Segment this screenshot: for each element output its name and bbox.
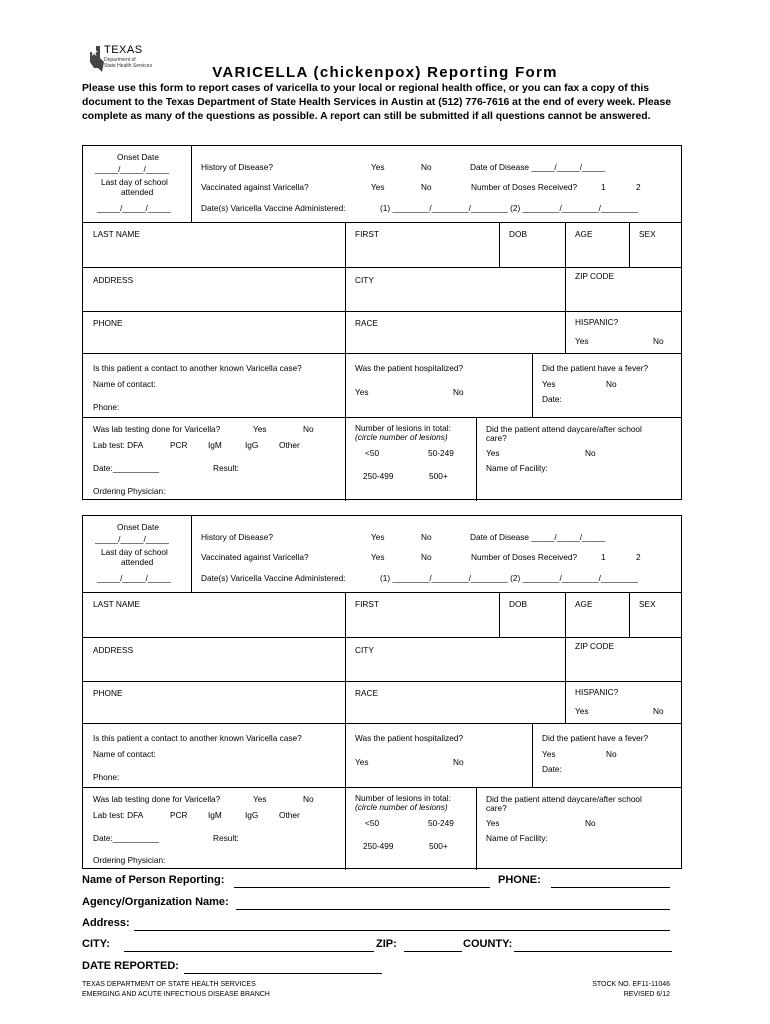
- hospitalized-yes[interactable]: Yes: [355, 757, 369, 767]
- daycare-label-cont: care?: [486, 433, 507, 443]
- last-day-school-label: Last day of school: [101, 177, 168, 187]
- date-of-disease[interactable]: Date of Disease _____/_____/_____: [470, 162, 606, 172]
- lab-igg[interactable]: IgG: [245, 440, 259, 450]
- onset-date-label: Onset Date: [117, 522, 159, 532]
- branch-name: EMERGING AND ACUTE INFECTIOUS DISEASE BRANCH: [82, 991, 270, 998]
- lab-pcr[interactable]: PCR: [170, 440, 188, 450]
- hospitalized-no[interactable]: No: [453, 757, 464, 767]
- age-label: AGE: [575, 599, 593, 609]
- daycare-yes[interactable]: Yes: [486, 818, 500, 828]
- logo-subtitle: Department of State Health Services: [104, 57, 153, 69]
- phone-label: PHONE: [93, 688, 123, 698]
- lesions-label: Number of lesions in total:: [355, 423, 451, 433]
- intro-text: Please use this form to report cases of varicella to your local or regional health office, or you can fax a copy of this document to the Texas Department of State Health Services in Austin at (512) 776-7616 at the end of every week. Please complete as many of the questions as possible. A report can still be submitted if all questions cannot be answered.: [82, 83, 672, 122]
- onset-date-field[interactable]: _____/_____/_____: [95, 164, 169, 174]
- dept-name: TEXAS DEPARTMENT OF STATE HEALTH SERVICES: [82, 981, 256, 988]
- lab-igm[interactable]: IgM: [208, 810, 222, 820]
- lab-other[interactable]: Other: [279, 440, 300, 450]
- lab-question: Was lab testing done for Varicella?: [93, 424, 221, 434]
- hispanic-label: HISPANIC?: [575, 687, 619, 697]
- zip-label: ZIP CODE: [575, 271, 615, 281]
- agency-line[interactable]: [236, 909, 670, 910]
- lab-yes[interactable]: Yes: [253, 424, 267, 434]
- fever-label: Did the patient have a fever?: [542, 363, 649, 373]
- daycare-no[interactable]: No: [585, 818, 596, 828]
- name-of-contact[interactable]: Name of contact:: [93, 749, 156, 759]
- city-label: CITY: [355, 645, 374, 655]
- vaccinated-yes[interactable]: Yes: [371, 182, 385, 192]
- lesions-label: Number of lesions in total:: [355, 793, 451, 803]
- zip-label: ZIP CODE: [575, 641, 615, 651]
- age-label: AGE: [575, 229, 593, 239]
- lab-other[interactable]: Other: [279, 810, 300, 820]
- zip-footer-line[interactable]: [404, 951, 462, 952]
- zip-footer-label: ZIP:: [376, 938, 397, 950]
- attended-label: attended: [121, 187, 154, 197]
- sex-label: SEX: [639, 229, 656, 239]
- contact-question: Is this patient a contact to another known Varicella case?: [93, 363, 302, 373]
- lesions-note: (circle number of lesions): [355, 802, 448, 812]
- name-of-contact[interactable]: Name of contact:: [93, 379, 156, 389]
- address-footer-line[interactable]: [134, 930, 670, 931]
- first-name-label: FIRST: [355, 599, 379, 609]
- last-name-label: LAST NAME: [93, 229, 140, 239]
- city-footer-label: CITY:: [82, 938, 110, 950]
- last-day-field[interactable]: _____/_____/_____: [97, 203, 171, 213]
- hispanic-yes[interactable]: Yes: [575, 706, 589, 716]
- hispanic-label: HISPANIC?: [575, 317, 619, 327]
- fever-date[interactable]: Date:: [542, 394, 562, 404]
- facility-name[interactable]: Name of Facility:: [486, 463, 548, 473]
- city-footer-line[interactable]: [124, 951, 374, 952]
- lab-result[interactable]: Result:: [213, 463, 239, 473]
- hospitalized-yes[interactable]: Yes: [355, 387, 369, 397]
- reporter-phone-label: PHONE:: [498, 874, 541, 886]
- onset-date-field[interactable]: _____/_____/_____: [95, 534, 169, 544]
- dates-admin-label: Date(s) Varicella Vaccine Administered:: [201, 203, 346, 213]
- vaccinated-label: Vaccinated against Varicella?: [201, 552, 309, 562]
- daycare-yes[interactable]: Yes: [486, 448, 500, 458]
- date-of-disease[interactable]: Date of Disease _____/_____/_____: [470, 532, 606, 542]
- lab-date[interactable]: Date:__________: [93, 463, 159, 473]
- vaccinated-no[interactable]: No: [421, 182, 432, 192]
- dose-2[interactable]: 2: [636, 182, 641, 192]
- date-reported-line[interactable]: [184, 973, 382, 974]
- num-doses-label: Number of Doses Received?: [471, 552, 578, 562]
- hospitalized-no[interactable]: No: [453, 387, 464, 397]
- case-report-block: [82, 515, 682, 869]
- history-yes[interactable]: Yes: [371, 162, 385, 172]
- lesions-500plus[interactable]: 500+: [429, 841, 448, 851]
- dose-1[interactable]: 1: [601, 182, 606, 192]
- fever-no[interactable]: No: [606, 749, 617, 759]
- lesions-50-249[interactable]: 50-249: [428, 448, 454, 458]
- first-name-label: FIRST: [355, 229, 379, 239]
- fever-date[interactable]: Date:: [542, 764, 562, 774]
- dob-label: DOB: [509, 599, 527, 609]
- fever-yes[interactable]: Yes: [542, 379, 556, 389]
- agency-label: Agency/Organization Name:: [82, 896, 229, 908]
- race-label: RACE: [355, 688, 379, 698]
- fever-label: Did the patient have a fever?: [542, 733, 649, 743]
- lab-igm[interactable]: IgM: [208, 440, 222, 450]
- lab-test-dfa[interactable]: Lab test: DFA: [93, 810, 144, 820]
- hispanic-yes[interactable]: Yes: [575, 336, 589, 346]
- last-day-school-label: Last day of school: [101, 547, 168, 557]
- daycare-label-cont: care?: [486, 803, 507, 813]
- person-reporting-line[interactable]: [234, 887, 490, 888]
- facility-name[interactable]: Name of Facility:: [486, 833, 548, 843]
- fever-yes[interactable]: Yes: [542, 749, 556, 759]
- lab-pcr[interactable]: PCR: [170, 810, 188, 820]
- lesions-50-249[interactable]: 50-249: [428, 818, 454, 828]
- history-no[interactable]: No: [421, 532, 432, 542]
- lesions-250-499[interactable]: 250-499: [363, 471, 394, 481]
- phone-label: PHONE: [93, 318, 123, 328]
- num-doses-label: Number of Doses Received?: [471, 182, 578, 192]
- person-reporting-label: Name of Person Reporting:: [82, 874, 225, 886]
- case-report-block: [82, 145, 682, 500]
- hispanic-no[interactable]: No: [653, 336, 664, 346]
- lab-question: Was lab testing done for Varicella?: [93, 794, 221, 804]
- history-label: History of Disease?: [201, 162, 273, 172]
- lab-no[interactable]: No: [303, 424, 314, 434]
- address-label: ADDRESS: [93, 275, 134, 285]
- county-label: COUNTY:: [463, 938, 513, 950]
- history-yes[interactable]: Yes: [371, 532, 385, 542]
- contact-phone[interactable]: Phone:: [93, 402, 120, 412]
- lesions-note: (circle number of lesions): [355, 432, 448, 442]
- stock-number: STOCK NO. EF11-11046: [592, 981, 670, 988]
- lesions-lt50[interactable]: <50: [365, 818, 380, 828]
- history-no[interactable]: No: [421, 162, 432, 172]
- dates-admin-label: Date(s) Varicella Vaccine Administered:: [201, 573, 346, 583]
- lab-no[interactable]: No: [303, 794, 314, 804]
- dose-1[interactable]: 1: [601, 552, 606, 562]
- contact-question: Is this patient a contact to another known Varicella case?: [93, 733, 302, 743]
- lesions-250-499[interactable]: 250-499: [363, 841, 394, 851]
- dates-admin-fields[interactable]: (1) ________/________/________ (2) ________/________/________: [380, 203, 638, 213]
- vaccinated-no[interactable]: No: [421, 552, 432, 562]
- reporter-phone-line[interactable]: [551, 887, 670, 888]
- lab-result[interactable]: Result:: [213, 833, 239, 843]
- lab-date[interactable]: Date:__________: [93, 833, 159, 843]
- lesions-lt50[interactable]: <50: [365, 448, 380, 458]
- lab-test-dfa[interactable]: Lab test: DFA: [93, 440, 144, 450]
- revision-date: REVISED 6/12: [623, 991, 670, 998]
- contact-phone[interactable]: Phone:: [93, 772, 120, 782]
- race-label: RACE: [355, 318, 379, 328]
- hispanic-no[interactable]: No: [653, 706, 664, 716]
- lesions-500plus[interactable]: 500+: [429, 471, 448, 481]
- ordering-physician[interactable]: Ordering Physician:: [93, 855, 166, 865]
- sex-label: SEX: [639, 599, 656, 609]
- city-label: CITY: [355, 275, 374, 285]
- logo-title: TEXAS: [104, 44, 143, 56]
- fever-no[interactable]: No: [606, 379, 617, 389]
- last-day-field[interactable]: _____/_____/_____: [97, 573, 171, 583]
- dose-2[interactable]: 2: [636, 552, 641, 562]
- vaccinated-yes[interactable]: Yes: [371, 552, 385, 562]
- address-label: ADDRESS: [93, 645, 134, 655]
- hospitalized-label: Was the patient hospitalized?: [355, 363, 464, 373]
- vaccinated-label: Vaccinated against Varicella?: [201, 182, 309, 192]
- onset-date-label: Onset Date: [117, 152, 159, 162]
- daycare-label: Did the patient attend daycare/after school: [486, 424, 642, 434]
- last-name-label: LAST NAME: [93, 599, 140, 609]
- lab-yes[interactable]: Yes: [253, 794, 267, 804]
- dates-admin-fields[interactable]: (1) ________/________/________ (2) ________/________/________: [380, 573, 638, 583]
- county-line[interactable]: [514, 951, 672, 952]
- history-label: History of Disease?: [201, 532, 273, 542]
- address-footer-label: Address:: [82, 917, 130, 929]
- hospitalized-label: Was the patient hospitalized?: [355, 733, 464, 743]
- date-reported-label: DATE REPORTED:: [82, 960, 179, 972]
- form-title: VARICELLA (chickenpox) Reporting Form: [212, 64, 558, 81]
- ordering-physician[interactable]: Ordering Physician:: [93, 486, 166, 496]
- attended-label: attended: [121, 557, 154, 567]
- daycare-label: Did the patient attend daycare/after school: [486, 794, 642, 804]
- dob-label: DOB: [509, 229, 527, 239]
- daycare-no[interactable]: No: [585, 448, 596, 458]
- lab-igg[interactable]: IgG: [245, 810, 259, 820]
